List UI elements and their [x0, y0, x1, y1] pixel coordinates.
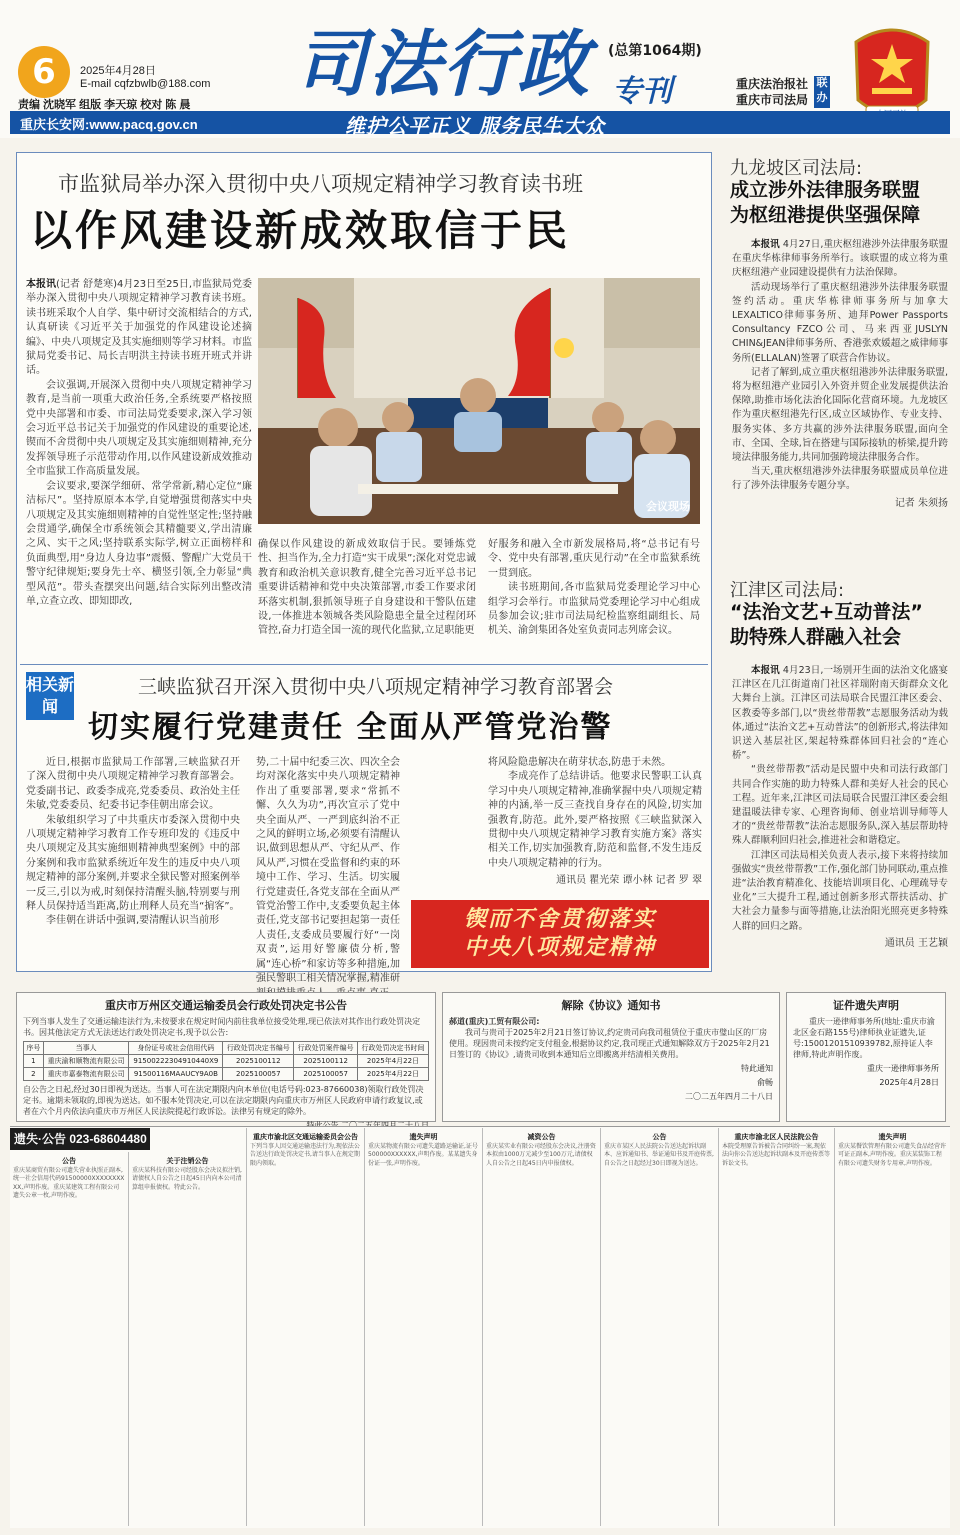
article1-byline: (记者 舒楚寒) — [56, 279, 118, 290]
article2-para-5: 将风险隐患解决在萌芽状态,防患于未然。 — [488, 757, 672, 768]
table-cell: 2025100112 — [223, 1055, 294, 1068]
classified-column — [718, 1128, 834, 1526]
co-organized-tag: 联办 — [814, 76, 830, 108]
classified-text: 本院受理原告诉被告合同纠纷一案,现依法向你公告送达起诉状副本及开庭传票等诉讼文书。 — [722, 1143, 831, 1167]
classified-column — [128, 1152, 246, 1526]
masthead-slogan: 维护公平正义 服务民生大众 — [345, 114, 605, 138]
article2-para-3: 李佳朝在讲话中强调,要清醒认识当前形 — [46, 915, 220, 927]
classified-text: 重庆某实业有限公司经股东会决议,注册资本拟由1000万元减少至100万元,请债权人自公告之日起45日内申报债权。 — [486, 1143, 596, 1167]
photo-caption: 会议现场 — [646, 500, 690, 513]
right2-para-3: 江津区司法局相关负责人表示,接下来将持续加强做实“贵丝带帮教”工作,强化部门协同联动,重点推进“法治教育精准化、技能培训项目化、心理疏导专业化”三大提升工程,通过创新多形式帮扶活动、扩大社会力量参与面等措施,让法治阳光照亮更多特殊人群的回归之路。 — [732, 849, 948, 932]
right1-kicker: 九龙坡区司法局: — [730, 158, 863, 179]
table-cell: 重庆渝和顺物流有限公司 — [43, 1055, 129, 1068]
table-cell: 91500222304910440X9 — [129, 1055, 223, 1068]
article2-para-4: 势,二十届中纪委三次、四次全会均对深化落实中央八项规定精神作出了重要部署,要求“常抓不懈、久久为功”,再次宣示了党中央全面从严、一严到底纠治不正之风的鲜明立场,必须要有清醒认识,做到思想从严、守纪从严、作风从严,习惯在受监督和约束的环境中工作、学习、生活。切实履行党建责任,各党支部在全面从严管党治警工作中,支委要负起主体责任,党支部书记要担起第一责任人责任,支委成员要履行好“一岗双责”,运用好警廉债分析,警属“连心桥”和家访等多种措施,加强民警职工相关情况掌握,精准研 — [256, 757, 400, 985]
notice-penalty-title: 重庆市万州区交通运输委员会行政处罚决定书公告 — [105, 999, 347, 1012]
table-cell: 1 — [24, 1055, 44, 1068]
table-cell: 2025100112 — [294, 1055, 358, 1068]
article1-para-4: 确保以作风建设的新成效取信于民。要锤炼党性、担当作为,全力打造“实干成果”;深化对党忠诚教育和政治机关意识教育,健全完善习近平总书记重要讲话精神和党中央决策部署,市委工作要求闭环落实机制,狠抓领导班子自身建设和干警队伍建设,一体推进本领城各类风险隐患全量全过程闭环管控,奋力打造全国一流的现代化监狱,立足职能更 — [258, 539, 476, 637]
table-cell: 2 — [24, 1068, 44, 1081]
notice-lost-body: 重庆一逊律师事务所(地址:重庆市渝北区金石路155号)律师执业证遗失,证号:15001201510939782,原持证人李律师,特此声明作废。 — [793, 1017, 935, 1059]
notice-terminate-sign: 特此通知 — [741, 1064, 773, 1073]
right1-para-2: 活动现场举行了重庆枢纽港涉外法律服务联盟签约活动。重庆华栋律师事务所与加拿大LEXALTICO律师事务所、迪拜Power Passports Consultancy FZCO公司、马来西亚JUSLYN CHIN&JEAN律师事务所、香港张欢媛超之威律师事务所(ELLALAN)签署了联营合作协议。 — [732, 281, 948, 364]
article2-para-6: 李成亮作了总结讲话。他要求民警职工认真学习中央八项规定精神,准确掌握中央八项规定精神的内涵,举一反三查找自身存在的风险,切实加强教育,防范。此外,要严格按照《三峡监狱深入贯彻中央八项规定精神学习教育实施方案》落实相关工作,切实加强教育,防范和监督,不发生违反中央八项规定精神的行为。 — [488, 771, 702, 869]
notice-lost-certificate — [786, 992, 946, 1122]
table-cell: 2025年4月22日 — [357, 1068, 428, 1081]
right1-lead-label: 本报讯 — [751, 239, 780, 250]
website-link[interactable]: 重庆长安网:www.pacq.gov.cn — [20, 117, 198, 132]
article1-para-1: 4月23日至25日,市监狱局党委举办深入贯彻中央八项规定精神学习教育读书班。读书班采取个人自学、集中研讨交流相结合的方式,认真研读《习近平关于加强党的作风建设论述摘编》、中央八项规定及其实施细则等学习材料。市监狱局党委书记、局长吉明洪主持读书班开班式并讲话。 — [26, 279, 253, 377]
notice-terminate-signer: 俞畅 — [757, 1078, 773, 1087]
classified-title: 重庆市渝北区交通运输委员会公告 — [253, 1133, 358, 1141]
notice-lost-title: 证件遗失声明 — [833, 999, 899, 1012]
table-cell: 2025年4月22日 — [357, 1055, 428, 1068]
article2-column-1 — [26, 756, 240, 929]
section-divider — [20, 664, 708, 665]
classified-text: 重庆某科技有限公司经股东会决议拟注销,请债权人自公告之日起45日内向本公司清算组申报债权。特此公告。 — [132, 1167, 242, 1191]
notice-penalty-intro: 下列当事人发生了交通运输违法行为,未按要求在规定时间内前往我单位接受处理,现已依法对其作出行政处罚决定书。因其他法定方式无法送达行政处罚决定书,现予以公告: — [23, 1017, 421, 1037]
article2-column-3 — [488, 756, 702, 889]
classified-text: 重庆某物流有限公司遗失道路运输证,证号500000XXXXXX,声明作废。某某遗失身份证一张,声明作废。 — [368, 1143, 478, 1167]
article1-para-2: 会议强调,开展深入贯彻中央八项规定精神学习教育,是当前一项重大政治任务,全系统要严格按照党中央部署和市委、市司法局党委要求,深入学习领会习近平总书记关于加强党的作风建设的重要论述,锲而不舍贯彻中央八项规定及其实施细则精神,充分发挥领导班子示范带动作用,以作风建设新成效推动全市监狱工作高质量发展。 — [26, 379, 252, 478]
classified-title: 减资公告 — [527, 1133, 556, 1141]
classified-title: 遗失声明 — [409, 1133, 438, 1141]
classified-header: 遗失·公告 023-68604480 — [10, 1128, 150, 1150]
article1-kicker: 市监狱局举办深入贯彻中央八项规定精神学习教育读书班 — [58, 172, 583, 196]
notice-penalty — [16, 992, 436, 1122]
classified-title: 遗失声明 — [878, 1133, 907, 1141]
classified-column — [246, 1128, 364, 1526]
co-organizer-1: 重庆法治报社 — [736, 77, 809, 91]
article2-para-1: 近日,根据市监狱局工作部署,三峡监狱召开了深入贯彻中央八项规定精神学习教育部署会。党委副书记、政委李成亮,党委委员、政治处主任朱敏,党委委员、纪委书记李佳朝出席会议。 — [26, 757, 240, 812]
classified-text: 重庆某餐饮管理有限公司遗失食品经营许可证正副本,声明作废。重庆某装饰工程有限公司遗失财务专用章,声明作废。 — [838, 1143, 947, 1167]
right1-para-4: 当天,重庆枢纽港涉外法律服务联盟成员单位进行了涉外法律服务专题分享。 — [732, 466, 948, 492]
classified-text: 重庆市某区人民法院公告送达起诉状副本、应诉通知书、举证通知书及开庭传票,自公告之日起经过30日即视为送达。 — [604, 1143, 714, 1167]
right2-headline — [730, 600, 923, 650]
classified-text: 重庆某商贸有限公司遗失营业执照正副本,统一社会信用代码91500000XXXXXXXXXX,声明作废。重庆某建筑工程有限公司遗失公章一枚,声明作废。 — [13, 1167, 125, 1200]
right1-headline-line-1: 成立涉外法律服务联盟 — [730, 179, 921, 201]
table-cell: 2025100057 — [223, 1068, 294, 1081]
meeting-photo — [258, 278, 700, 524]
classified-title: 重庆市渝北区人民法院公告 — [734, 1133, 819, 1141]
penalty-col-header: 当事人 — [43, 1042, 129, 1055]
article1-para-3: 会议要求,要深学细研、常学常新,精心定位“廉洁标尺”。坚持原原本本学,自觉增强贯彻落实中央八项规定及其实施细则精神的自觉性坚定性;坚持融会贯通学,确保全市系统领会其精髓要义,学出清廉之风、实干之风;坚持联系实际学,树立正面榜样和负面典型,用“身边人身边事”震慑、警醒广大党员干警守纪律规矩;要身先士卒、横竖引领,全力彰显“典型风范”。带头查摆突出问题,结合实际列出整改清单,立查立改、即知即改, — [26, 480, 252, 607]
right2-headline-line-2: 助特殊人群融入社会 — [730, 626, 902, 648]
classified-title: 公告 — [62, 1157, 76, 1165]
notice-terminate-title: 解除《协议》通知书 — [561, 999, 661, 1012]
article1-lead-label: 本报讯 — [26, 279, 57, 290]
notice-terminate-date: 二〇二五年四月二十八日 — [685, 1092, 773, 1101]
classified-column — [364, 1128, 482, 1526]
right1-para-1: 4月27日,重庆枢纽港涉外法律服务联盟在重庆华栋律师事务所举行。该联盟的成立将为重庆枢纽港产业园建设提供有力法治保障。 — [732, 239, 948, 279]
article1-column-2 — [258, 538, 476, 639]
classified-column — [482, 1128, 600, 1526]
newspaper-title: 司法行政 — [295, 21, 592, 106]
issue-number: (总第1064期) — [608, 43, 702, 59]
page-number-badge: 6 — [18, 46, 70, 98]
banner-line-1: 锲而不舍贯彻落实 — [463, 907, 656, 932]
article2-kicker: 三峡监狱召开深入贯彻中央八项规定精神学习教育部署会 — [138, 676, 614, 698]
article1-headline: 以作风建设新成效取信于民 — [30, 206, 571, 255]
notice-terminate-body: 我司与贵司于2025年2月21日签订协议,约定贵司向我司租赁位于重庆市璧山区的厂房使用。现因贵司未按约定支付租金,根据协议约定,我司现正式通知解除双方于2025年2月21日签订的《协议》,请贵司收到本通知后立即搬离并结清相关费用。 — [449, 1028, 770, 1059]
contact-email: E-mail cqfzbwlb@188.com — [80, 78, 211, 90]
table-cell: 91500116MAAUCY9A0B — [129, 1068, 223, 1081]
banner-line-2: 中央八项规定精神 — [463, 935, 656, 960]
penalty-table-header — [24, 1042, 429, 1055]
editors-line: 责编 沈晓军 组版 李天琼 校对 陈 晨 — [18, 99, 191, 111]
right2-signature: 通讯员 王艺颖 — [884, 937, 948, 949]
article2-headline: 切实履行党建责任 全面从严管党治警 — [88, 710, 613, 745]
classified-column — [10, 1152, 128, 1526]
penalty-col-header: 行政处罚决定书时间 — [357, 1042, 428, 1055]
penalty-col-header: 行政处罚案件编号 — [294, 1042, 358, 1055]
penalty-col-header: 身份证号或社会信用代码 — [129, 1042, 223, 1055]
article2-para-2: 朱敏组织学习了中共重庆市委深入贯彻中央八项规定精神学习教育工作专班印发的《违反中央八项规定及其实施细则精神典型案例》中的部分案例和我市监狱系统近年发生的违反中央八项规定精神的部分案例,并要求全狱民警对照案例举一反三,引以为戒,时刻保持清醒头脑,特别要与刑释人员保持适当距离,防止刑释人员充当“掮客”。 — [26, 814, 240, 913]
right1-para-3: 记者了解到,成立重庆枢纽港涉外法律服务联盟,将为枢纽港产业园引入外资并贸企业发展提供法治保障,助推市场化法治化国际化营商环境。九龙坡区作为重庆枢纽港先行区,成立区域协作、专业支持、服务实体、多方共赢的涉外法律服务联盟,面向全市、全国、全球,旨在搭建与国际接轨的桥梁,提升跨境法律服务能力,共同加强跨境法律服务合作。 — [732, 366, 948, 464]
table-cell: 重庆市嘉泰物流有限公司 — [43, 1068, 129, 1081]
notice-terminate-agreement — [442, 992, 780, 1122]
classified-text: 下列当事人因交通运输违法行为,现依法公告送达行政处罚决定书,请当事人在规定期限内领取。 — [250, 1143, 360, 1167]
right2-lead-label: 本报讯 — [751, 665, 780, 676]
notice-penalty-body: 自公告之日起,经过30日即视为送达。当事人可在法定期限内向本单位(电话号码:023-87660038)领取行政处罚决定书。逾期未领取的,即视为送达。如不服本处罚决定,可以在法定期限内向重庆市万州区人民政府申请行政复议,或者在六个月内依法向重庆市万州区人民法院提起行政诉讼。法律另有规定的除外。 — [23, 1085, 424, 1116]
right2-headline-line-1: “法治文艺+互动普法” — [730, 601, 923, 623]
table-row — [24, 1068, 429, 1081]
co-organizers — [736, 76, 808, 108]
article2-byline: 通讯员 瞿光荣 谭小林 记者 罗 翠 — [556, 875, 702, 887]
article1-column-1 — [26, 278, 252, 609]
classified-column — [834, 1128, 950, 1526]
notice-terminate-recipient: 郝道(重庆)工贸有限公司: — [449, 1017, 540, 1026]
article1-column-3 — [488, 538, 700, 639]
penalty-col-header: 行政处罚决定书编号 — [223, 1042, 294, 1055]
notice-lost-date: 2025年4月28日 — [879, 1078, 939, 1087]
meeting-photo-illustration — [258, 278, 700, 524]
classified-title: 公告 — [652, 1133, 667, 1141]
special-edition-label: 专刊 — [612, 74, 672, 109]
table-cell: 2025100057 — [294, 1068, 358, 1081]
classified-title: 关于注销公告 — [166, 1157, 209, 1165]
slogan-banner — [411, 900, 709, 968]
classified-column — [600, 1128, 718, 1526]
penalty-col-header: 序号 — [24, 1042, 44, 1055]
article1-para-6: 读书班期间,各市监狱局党委理论学习中心组学习会举行。市监狱局党委理论学习中心组成员参加会议;驻市司法局纪检监察组副组长、局机关、渝剑集团各处室负责同志列席会议。 — [488, 582, 700, 637]
right1-headline — [730, 178, 920, 228]
table-row — [24, 1055, 429, 1068]
right2-body — [732, 664, 948, 949]
right1-signature: 记者 朱须扬 — [894, 497, 948, 509]
right2-kicker: 江津区司法局: — [730, 580, 845, 601]
article1-para-5: 好服务和融入全市新发展格局,将“总书记有号令、党中央有部署,重庆见行动”在全市监狱系统一贯到底。 — [488, 539, 700, 579]
penalty-table — [23, 1041, 429, 1081]
right2-para-1: 4月23日,一场别开生面的法治文化盛宴江津区在几江街道南门社区祥瑞附南天街群众文化大舞台上演。江津区司法局联合民盟江津区委会、区教委等多部门,以“贵丝带帮教”志愿服务活动为载体,通过“法治文艺+互动普法”的创新形式,将法律知识送入基层社区,架起特殊群体回归社会的“连心桥”。 — [732, 665, 948, 762]
right2-para-2: “贵丝带帮教”活动是民盟中央和司法行政部门共同合作实施的助力特殊人群和美好人社会的民心工程。近年来,江津区司法局联合民盟江津区委会组建温暖法律专家、心理咨询师、创业培训导师等人才的“贵丝带帮教”法治志愿服务队,深入基层帮助特殊人群顺利回归社会,推进社会和谐稳定。 — [732, 764, 948, 847]
right1-headline-line-2: 为枢纽港提供坚强保障 — [730, 204, 921, 226]
issue-date: 2025年4月28日 — [80, 65, 156, 77]
related-news-tag: 相关新闻 — [26, 672, 74, 720]
article2-column-2 — [256, 756, 400, 1001]
co-organizer-2: 重庆市司法局 — [736, 93, 809, 107]
notice-lost-signer: 重庆一逊律师事务所 — [867, 1064, 939, 1073]
right1-body — [732, 238, 948, 509]
